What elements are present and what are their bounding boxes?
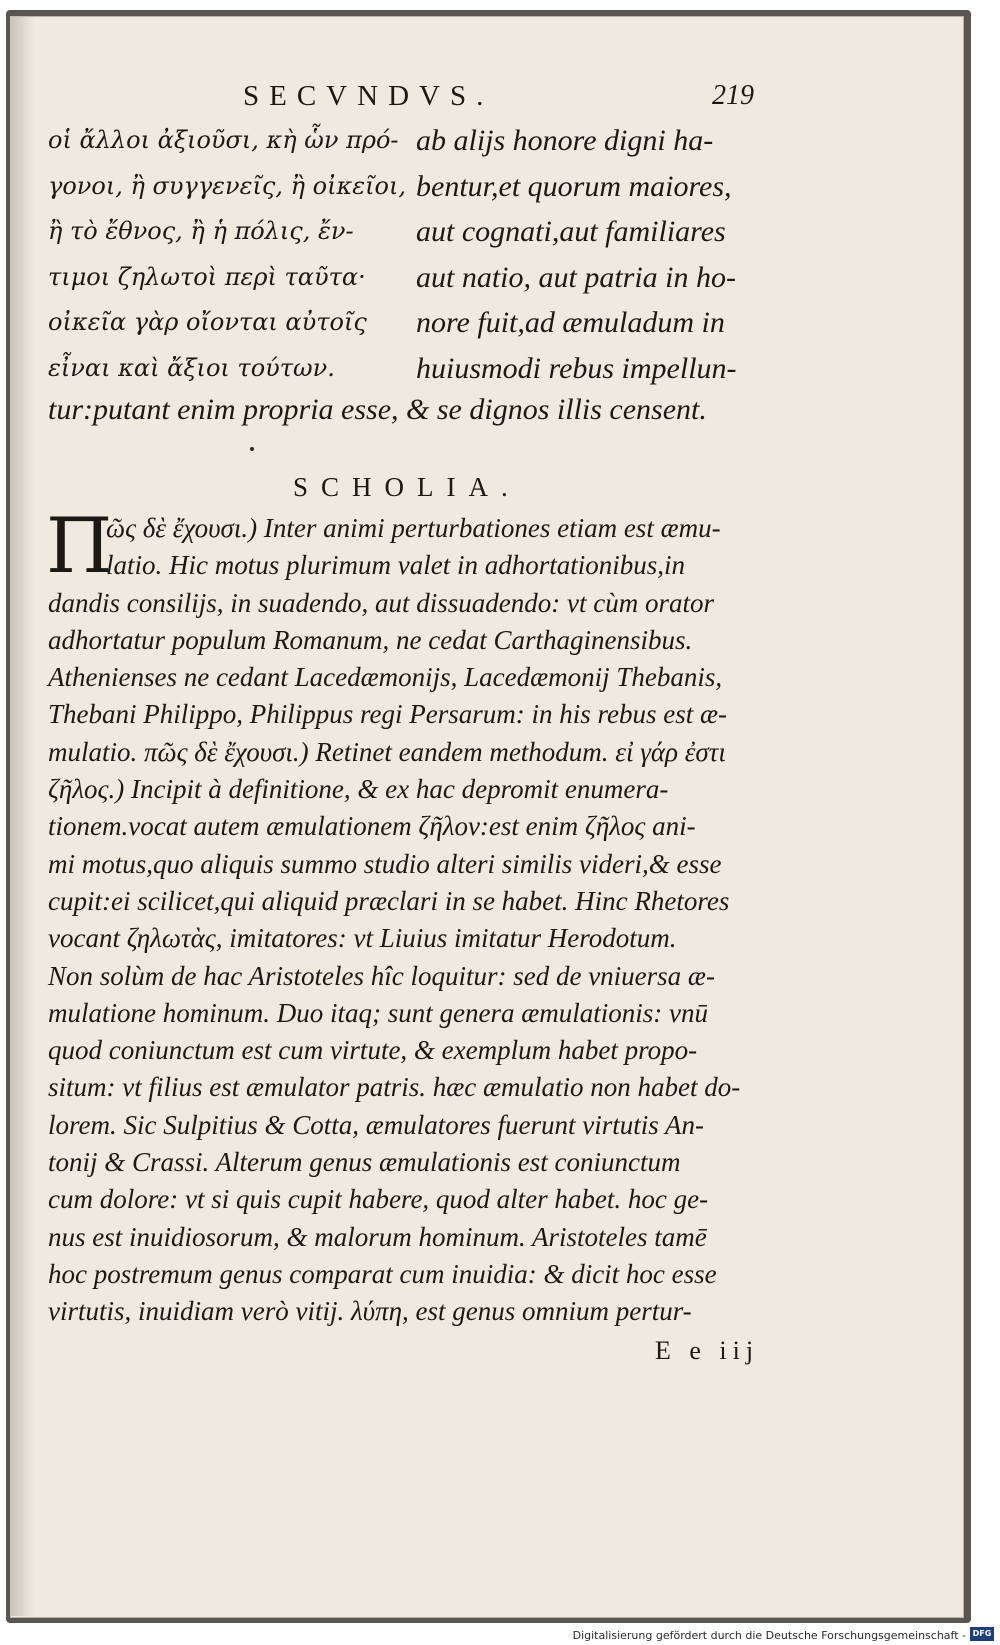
scholia-line: Athenienses ne cedant Lacedæmonijs, Lacedæmonij Thebanis, [48,662,723,693]
scholia-line: quod coniunctum est cum virtute, & exemplum habet propo- [48,1035,698,1066]
latin-text-column [416,118,786,391]
scholia-line: latio. Hic motus plurimum valet in adhortationibus,in [106,550,685,581]
scholia-line: hoc postremum genus comparat cum inuidia: & dicit hoc esse [48,1258,717,1289]
greek-line: τιμοι ζηλωτοὶ περὶ ταῦτα· [48,262,366,291]
scholia-line: adhortatur populum Romanum, ne cedat Carthaginensibus. [48,624,693,655]
latin-line: aut cognati,aut familiares [416,215,726,248]
scholia-line: tionem.vocat autem æmulationem ζῆλον:est enim ζῆλος ani- [48,811,696,842]
scholia-line: cum dolore: vt si quis cupit habere, quod alter habet. hoc ge- [48,1184,709,1215]
greek-text-column [48,118,407,391]
greek-line: οἱ ἄλλοι ἀξιοῦσι, κὴ ὧν πρό- [48,126,399,154]
greek-line: οἰκεῖα γὰρ οἴονται αὐτοῖς [48,308,367,336]
scholia-line: dandis consilijs, in suadendo, aut dissuadendo: vt cùm orator [48,587,714,618]
greek-line: γονοι, ἢ συγγενεῖς, ἢ οἰκεῖοι, [48,171,407,200]
scholia-line: virtutis, inuidiam verò vitij. λύπη, est genus omnium pertur- [48,1296,692,1327]
scholia-line: Non solùm de hac Aristoteles hîc loquitur: sed de vniuersa æ- [48,960,715,991]
funding-credit: Digitalisierung gefördert durch die Deutsche Forschungsgemeinschaft - [572,1629,966,1642]
scholia-line: lorem. Sic Sulpitius & Cotta, æmulatores fuerunt virtutis An- [48,1109,705,1140]
latin-line: huiusmodi rebus impellun- [416,351,737,385]
page-number: 219 [712,80,754,111]
scholia-line: vocant ζηλωτὰς, imitatores: vt Liuius imitatur Herodotum. [48,923,677,954]
drop-capital: Π [46,501,113,590]
signature-mark: E e iij [655,1336,760,1365]
scholia-line: mulatio. πῶς δὲ ἔχουσι.) Retinet eandem methodum. εἰ γάρ ἐστι [48,736,726,767]
ink-speck [250,447,254,451]
greek-line: ἢ τὸ ἔθνος, ἢ ἡ πόλις, ἔν- [48,217,354,245]
greek-line: εἶναι καὶ ἄξιοι τούτων. [48,353,335,382]
scholia-line: mulatione hominum. Duo itaq; sunt genera æmulationis: vnū [48,997,708,1028]
dfg-logo-icon: DFG [970,1627,994,1641]
scholia-line: tonij & Crassi. Alterum genus æmulationis est coniunctum [48,1147,681,1178]
scholia-line: Thebani Philippo, Philippus regi Persarum: in his rebus est æ- [48,699,727,730]
scholia-body [46,501,788,1331]
page-gutter-shade [10,16,34,1616]
scholia-line: ζῆλος.) Incipit à definitione, & ex hac depromit enumera- [48,774,669,805]
closing-line: tur:putant enim propria esse, & se dignos illis censent. [48,393,707,426]
scholia-line: cupit:ei scilicet,qui aliquid præclari in se habet. Hinc Rhetores [48,885,730,916]
scholia-heading: SCHOLIA. [293,472,521,502]
scholia-line: mi motus,quo aliquis summo studio alteri similis videri,& esse [48,848,722,879]
latin-line: bentur,et quorum maiores, [416,169,732,203]
scholia-line: situm: vt filius est æmulator patris. hæc æmulatio non habet do- [48,1072,741,1103]
latin-line: nore fuit,ad æmuladum in [416,306,725,339]
scholia-line: ῶς δὲ ἔχουσι.) Inter animi perturbationes etiam est æmu- [106,513,721,543]
scholia-line: nus est inuidiosorum, & malorum hominum. Aristoteles tamē [48,1221,707,1252]
running-head: SECVNDVS. [243,80,494,112]
latin-line: aut natio, aut patria in ho- [416,260,737,294]
latin-line: ab alijs honore digni ha- [416,124,714,157]
